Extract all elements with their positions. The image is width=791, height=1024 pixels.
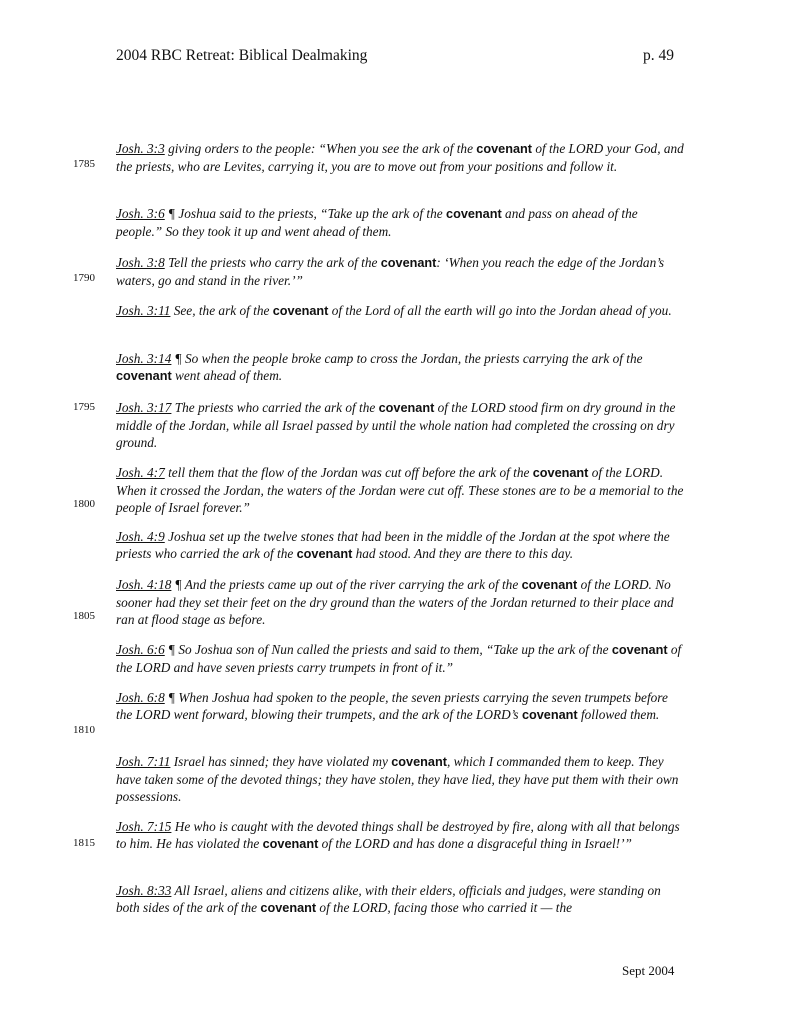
line-number: 1800	[73, 498, 95, 510]
verse-entry	[116, 399, 684, 451]
verse-text: The priests who carried the ark of the	[171, 400, 379, 415]
line-number: 1785	[73, 158, 95, 170]
verse-reference: Josh. 3:17	[116, 400, 172, 415]
verse-entry	[116, 818, 684, 853]
keyword: covenant	[611, 643, 668, 657]
verse-reference: Josh. 3:8	[116, 255, 165, 270]
keyword: covenant	[378, 401, 435, 415]
verse-entry	[116, 140, 684, 175]
verse-text: ¶ So Joshua son of Nun called the priests and said to them, “Take up the ark of the	[164, 642, 612, 657]
verse-text: of the LORD. When it crossed the Jordan, the waters of the Jordan were cut off. These stones are to be a memorial to the people of Israel forever.”	[116, 465, 684, 516]
verse-text: of the LORD. No sooner had they set their feet on the dry ground than the waters of the Jordan returned to their place and ran at flood stage as before.	[116, 577, 674, 628]
verse-text: ¶ And the priests came up out of the river carrying the ark of the	[171, 577, 522, 592]
verse-text: He who is caught with the devoted things shall be destroyed by fire, along with all that belongs to him. He has violated the	[116, 819, 680, 852]
page-number: p. 49	[643, 47, 674, 64]
verse-text: of the Lord of all the earth will go into the Jordan ahead of you.	[328, 303, 672, 318]
verse-text: went ahead of them.	[171, 368, 283, 384]
line-number: 1795	[73, 401, 95, 413]
keyword: covenant	[532, 466, 589, 480]
verse-reference: Josh. 4:7	[116, 465, 165, 480]
line-number: 1815	[73, 837, 95, 849]
verse-entry	[116, 576, 684, 628]
verse-reference: Josh. 3:14	[116, 351, 172, 366]
keyword: covenant	[296, 547, 353, 562]
keyword: covenant	[521, 578, 578, 592]
verse-entry	[116, 464, 684, 516]
verse-text: of the LORD and has done a disgraceful thing in Israel!’”	[318, 836, 632, 852]
verse-text: ¶ When Joshua had spoken to the people, the seven priests carrying the seven trumpets before the LORD went forward, blowing their trumpets, and the ark of the LORD’s	[116, 690, 668, 723]
keyword: covenant	[521, 708, 578, 723]
verse-text: All Israel, aliens and citizens alike, with their elders, officials and judges, were standing on both sides of the ark of the	[116, 883, 661, 916]
keyword: covenant	[391, 755, 447, 769]
verse-entry	[116, 350, 684, 385]
verse-reference: Josh. 4:18	[116, 577, 172, 592]
verse-text: , which I commanded them to keep. They have taken some of the devoted things; they have stolen, they have lied, they have put them with their own possessions.	[116, 754, 679, 805]
keyword: covenant	[446, 207, 502, 221]
verse-text: and pass on ahead of the people.” So they took it up and went ahead of them.	[116, 206, 638, 240]
verse-entry	[116, 254, 684, 289]
line-number: 1790	[73, 272, 95, 284]
verse-text: of the LORD stood firm on dry ground in the middle of the Jordan, while all Israel passed by until the whole nation had completed the crossing on dry ground.	[116, 400, 676, 451]
verse-text: of the LORD, facing those who carried it — the	[316, 900, 573, 916]
footer-date: Sept 2004	[622, 963, 675, 978]
keyword: covenant	[260, 901, 317, 916]
keyword: covenant	[272, 304, 329, 318]
document-title: 2004 RBC Retreat: Biblical Dealmaking	[116, 47, 368, 64]
verse-text: tell them that the flow of the Jordan was cut off before the ark of the	[164, 465, 533, 480]
verse-text: had stood. And they are there to this day.	[352, 546, 574, 562]
verse-text: ¶ Joshua said to the priests, “Take up the ark of the	[164, 206, 447, 221]
verse-text: of the LORD your God, and the priests, who are Levites, carrying it, you are to move out from your positions and follow it.	[116, 141, 684, 175]
verse-reference: Josh. 7:15	[116, 819, 172, 834]
verse-entry	[116, 882, 684, 917]
verse-reference: Josh. 8:33	[116, 883, 172, 898]
verse-text: followed them.	[577, 707, 660, 723]
keyword: covenant	[380, 256, 437, 270]
verse-reference: Josh. 3:11	[116, 303, 171, 318]
verse-text: See, the ark of the	[170, 303, 273, 318]
line-number: 1810	[73, 724, 95, 736]
verse-reference: Josh. 4:9	[116, 529, 165, 544]
keyword: covenant	[116, 369, 172, 384]
verse-reference: Josh. 3:3	[116, 141, 165, 156]
verse-text: Tell the priests who carry the ark of the	[164, 255, 381, 270]
verse-entry	[116, 528, 684, 563]
verse-entry	[116, 689, 684, 724]
verse-reference: Josh. 6:6	[116, 642, 165, 657]
verse-entry	[116, 641, 684, 676]
verse-text: Israel has sinned; they have violated my	[170, 754, 392, 769]
verse-entry	[116, 302, 684, 320]
verse-reference: Josh. 6:8	[116, 690, 165, 705]
verse-entry	[116, 205, 684, 240]
verse-text: of the LORD and have seven priests carry trumpets in front of it.”	[116, 642, 682, 676]
verse-reference: Josh. 7:11	[116, 754, 171, 769]
line-number: 1805	[73, 610, 95, 622]
verse-text: ¶ So when the people broke camp to cross the Jordan, the priests carrying the ark of the	[171, 351, 643, 366]
verse-text: : ‘When you reach the edge of the Jordan’s waters, go and stand in the river.’”	[116, 255, 665, 289]
keyword: covenant	[476, 142, 532, 156]
verse-text: Joshua set up the twelve stones that had been in the middle of the Jordan at the spot where the priests who carried the ark of the	[116, 529, 670, 562]
verse-reference: Josh. 3:6	[116, 206, 165, 221]
verse-text: giving orders to the people: “When you see the ark of the	[164, 141, 477, 156]
verse-entry	[116, 753, 684, 805]
keyword: covenant	[262, 837, 319, 852]
